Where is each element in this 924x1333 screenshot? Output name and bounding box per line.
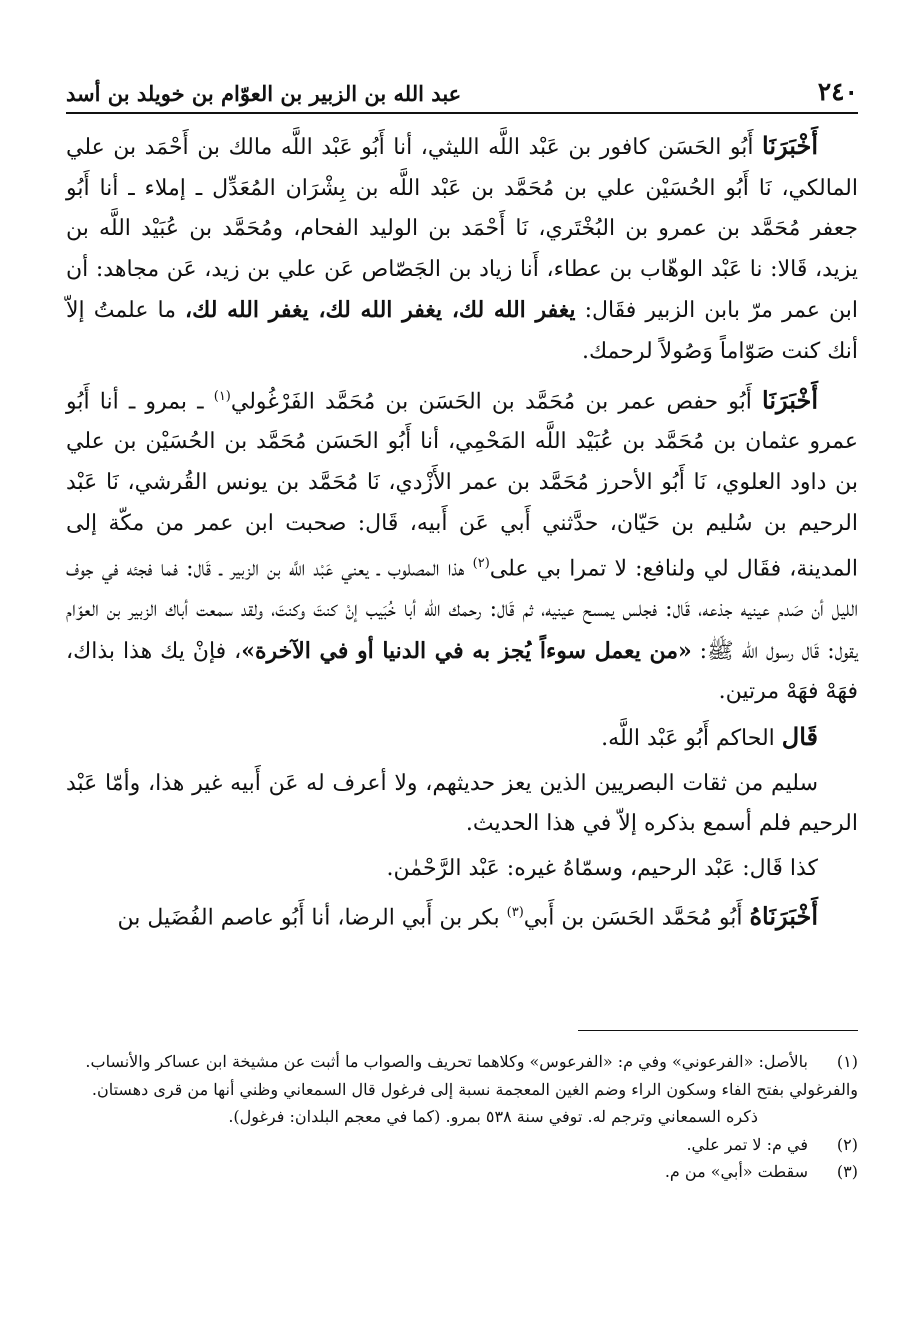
running-title: عبد الله بن الزبير بن العوّام بن خويلد بن أسد xyxy=(66,81,462,106)
hadith-quote: «من يعمل سوءاً يُجز به في الدنيا أو في الآخرة» xyxy=(241,637,692,664)
footnotes xyxy=(66,1048,858,1186)
paragraph-lead-word: قَال xyxy=(781,721,818,751)
paragraph-text: بكر بن أَبي الرضا، أنا أَبُو عاصم الفُضَيل بن xyxy=(117,905,507,931)
footnote-text: والفرغولي بفتح الفاء وسكون الراء وضم الغين المعجمة نسبة إلى فرغول قال السمعاني وظني أنها من قرى دهستان. xyxy=(91,1079,858,1099)
paragraph-text: ما علمتُ إلاّ أنك كنت صَوّاماً وَصُولاً لرحمك. xyxy=(66,298,858,364)
paragraph-text: الحاكم أَبُو عَبْد اللَّه. xyxy=(601,725,782,751)
paragraph-text: أَبُو الحَسَن كافور بن عَبْد اللَّه الليثي، أنا أَبُو عَبْد اللَّه مالك بن أَحْمَد بن علي المالكي، نَا أَبُو الحُسَيْن علي بن مُحَمَّد بن عَبْد اللَّه بن بِشْرَان المُعَدِّل ـ إملاء ـ أنا أَبُو جعفر مُحَمَّد بن عمرو بن البُخْتَري، نَا أَحْمَد بن الوليد الفحام، ومُحَمَّد بن عُبَيْد اللَّه بن يزيد، قَالا: نا عَبْد الوهّاب بن عطاء، أَنا زياد بن الجَصّاص عَن علي بن زيد، عَن مجاهد: أن ابن عمر مرّ بابن الزبير فقَال: xyxy=(66,135,859,324)
footnote-divider xyxy=(578,1030,858,1031)
footnote-marker: (٣) xyxy=(506,905,524,921)
paragraph-text: سليم من ثقات البصريين الذين يعز حديثهم، ولا أعرف له عَن أَبيه غير هذا، وأمّا عَبْد الرحيم فلم أسمع بذكره إلاّ في هذا الحديث. xyxy=(66,770,858,837)
paragraph-1 xyxy=(66,126,858,373)
paragraph-lead-word: أَخْبَرَنَا xyxy=(762,131,818,160)
paragraph-text: هذا المصلوب ـ يعني عَبْد اللَّه بن الزبير ـ قَال: فما فجئه في جوف الليل أن صَدم عينيه جذعه، قَال: فجلس يمسح عينيه، ثم قَال: رحمك الله أبا خُبَيب إنْ كنتَ وكنتَ، ولقد سمعت أباك الزبير بن العوّام يقول: قَال رسول الله ﷺ: xyxy=(66,556,858,664)
paragraph-text: ـ بمرو ـ أنا أَبُو عمرو عثمان بن مُحَمَّد بن عُبَيْد اللَّه المَحْمِي، أنا أَبُو الحَسَن مُحَمَّد بن الحُسَيْن بن علي بن داود العلوي، نَا أَبُو الأحرز مُحَمَّد بن عمر الأَزْدي، نَا مُحَمَّد بن يونس القُرشي، نَا عَبْد الرحيم بن سُليم بن حَيّان، حدَّثني أَبي عَن أَبيه، قَال: صحبت ابن عمر من مكّة إلى المدينة، فقَال لي ولنافع: لا تمرا بي على xyxy=(66,388,859,582)
paragraph-text: أَبُو حفص عمر بن مُحَمَّد بن الحَسَن بن مُحَمَّد الفَرْغُولي xyxy=(230,388,763,414)
footnote-3 xyxy=(66,1158,858,1186)
footnote-text: في م: لا تمر علي. xyxy=(686,1134,808,1154)
paragraph-text: ، فإنْ يك هذا بذاك، فهَهْ فهَهْ مرتين. xyxy=(66,638,858,705)
paragraph-4 xyxy=(66,764,858,845)
footnote-marker: (١) xyxy=(213,388,231,404)
paragraph-2 xyxy=(66,377,858,713)
page-number: ٢٤٠ xyxy=(817,77,858,106)
main-text xyxy=(66,126,858,939)
paragraph-5 xyxy=(66,849,858,890)
footnote-marker: (٢) xyxy=(472,556,490,572)
footnote-text: بالأصل: «الفرعوني» وفي م: «الفرعوس» وكلاهما تحريف والصواب ما أثبت عن مشيخة ابن عساكر والأنساب. xyxy=(85,1052,808,1071)
paragraph-text: أَبُو مُحَمَّد الحَسَن بن أَبي xyxy=(523,905,750,931)
footnote-1 xyxy=(66,1048,858,1076)
paragraph-lead-word: أَخْبَرَنَاهُ xyxy=(749,901,818,931)
footnote-2 xyxy=(66,1131,858,1159)
footnote-number: (١) xyxy=(836,1052,858,1071)
footnote-text: سقطت «أبي» من م. xyxy=(664,1162,808,1182)
footnote-number: (٣) xyxy=(836,1162,858,1182)
page-header xyxy=(66,66,858,114)
paragraph-lead-word: أَخْبَرَنَا xyxy=(762,384,819,414)
emphasized-text: يغفر الله لك، يغفر الله لك، يغفر الله لك، xyxy=(185,297,576,324)
paragraph-6 xyxy=(66,893,858,939)
footnote-text: ذكره السمعاني وترجم له. توفي سنة ٥٣٨ بمرو. (كما في معجم البلدان: فرغول). xyxy=(228,1107,758,1127)
footnote-number: (٢) xyxy=(836,1134,858,1154)
paragraph-text: كذا قَال: عَبْد الرحيم، وسمّاهُ غيره: عَبْد الرَّحْمٰن. xyxy=(386,855,818,881)
paragraph-3 xyxy=(66,717,858,760)
